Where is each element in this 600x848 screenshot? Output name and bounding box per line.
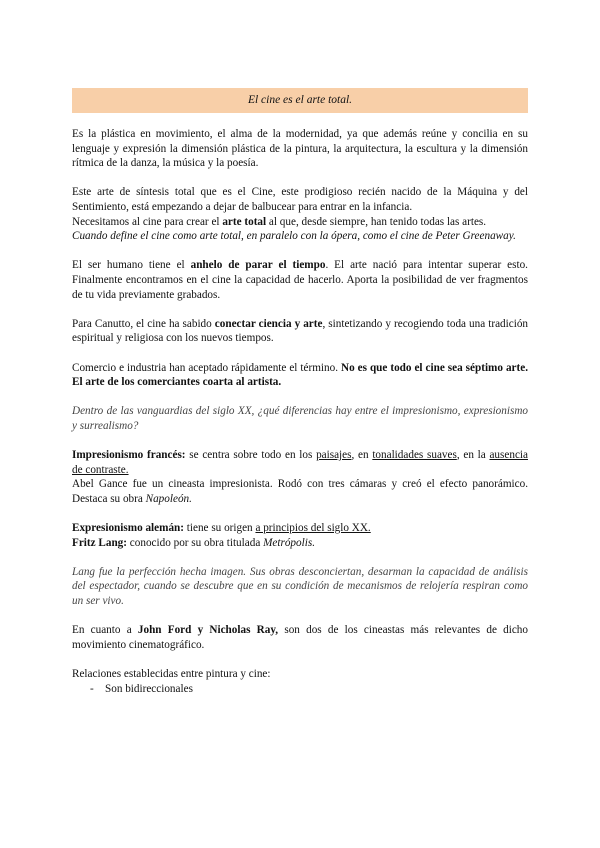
spacer <box>72 302 528 317</box>
paragraph-relations <box>72 667 528 682</box>
impressionism-text-f: , en la <box>456 449 490 462</box>
ford-ray-text-a: En cuanto a <box>72 624 138 637</box>
commerce-bold: No es que todo el cine sea séptimo arte. El arte de los comerciantes coarta al artista. <box>72 361 528 389</box>
list-item <box>72 682 528 697</box>
impressionism-underline-1: paisajes <box>316 449 352 462</box>
document-page <box>72 88 528 696</box>
time-text-c: . El arte nació para intentar superar esto. Finalmente encontramos en el cine la capacidad de hacerlo. Aporta la posibilidad de ver fragmentos de tu vida previamente grabados. <box>72 259 528 301</box>
expressionism-underline: a principios del siglo XX. <box>255 522 371 535</box>
ford-ray-bold: John Ford y Nicholas Ray, <box>137 624 279 637</box>
paragraph-canutto <box>72 317 528 346</box>
paragraph-greenaway <box>72 229 528 244</box>
spacer <box>72 609 528 624</box>
spacer <box>72 244 528 259</box>
canutto-text-c: , sintetizando y recogiendo toda una tradición espiritual y religiosa con los nuevos tiempos. <box>72 317 529 345</box>
total-art-text-a: Necesitamos al cine para crear el <box>72 215 223 228</box>
paragraph-question <box>72 404 528 433</box>
total-art-text-c: al que, desde siempre, han tenido todas las artes. <box>266 215 487 228</box>
commerce-text-a: Comercio e industria han aceptado rápidamente el término. <box>72 361 341 374</box>
question-text: Dentro de las vanguardias del siglo XX, ¿qué diferencias hay entre el impresionismo, expresionismo y surrealismo? <box>72 405 528 432</box>
paragraph-time <box>72 258 528 302</box>
paragraph-total-art <box>72 215 528 230</box>
paragraph-expressionism <box>72 521 528 536</box>
spacer <box>72 652 528 667</box>
total-art-bold: arte total <box>222 215 267 228</box>
spacer <box>72 171 528 186</box>
greenaway-text: Cuando define el cine como arte total, en paralelo con la ópera, como el cine de Peter Greenaway. <box>72 230 516 243</box>
expressionism-heading: Expresionismo alemán: <box>72 522 184 535</box>
paragraph-impressionism <box>72 448 528 477</box>
canutto-text-a: Para Canutto, el cine ha sabido <box>72 317 215 330</box>
title-banner <box>72 88 528 113</box>
impressionism-underline-3: ausencia de contraste. <box>72 449 528 476</box>
ford-ray-text-c: son dos de los cineastas más relevantes de dicho movimiento cinematográfico. <box>72 624 528 651</box>
list-dash: - <box>90 682 94 695</box>
impressionism-text-d: , en <box>351 449 373 462</box>
relations-list <box>72 682 528 697</box>
paragraph-commerce <box>72 361 528 390</box>
paragraph-synthesis <box>72 185 528 214</box>
spacer <box>72 346 528 361</box>
paragraph-lang-quote <box>72 565 528 609</box>
impressionism-underline-2: tonalidades suaves <box>372 449 457 462</box>
impressionism-heading: Impresionismo francés: <box>72 449 186 462</box>
relations-text: Relaciones establecidas entre pintura y cine: <box>72 667 271 680</box>
time-bold: anhelo de parar el tiempo <box>190 259 326 272</box>
paragraph-ford-ray <box>72 623 528 652</box>
canutto-bold: conectar ciencia y arte <box>214 317 323 330</box>
gance-work: Napoleón. <box>145 492 192 505</box>
spacer <box>72 550 528 565</box>
spacer <box>72 390 528 405</box>
paragraph-intro <box>72 127 528 171</box>
spacer <box>72 433 528 448</box>
lang-heading: Fritz Lang: <box>72 536 127 549</box>
intro-text: Es la plástica en movimiento, el alma de la modernidad, ya que además reúne y concilia en su lenguaje y expresión la dimensión plástica de la pintura, la arquitectura, la escultura y la dimensión rítmica de la danza, la música y la poesía. <box>72 128 528 170</box>
document-title: El cine es el arte total. <box>247 94 353 107</box>
gance-text: Abel Gance fue un cineasta impresionista. Rodó con tres cámaras y creó el efecto panorámico. Destaca su obra <box>72 478 528 505</box>
synthesis-text: Este arte de síntesis total que es el Cine, este prodigioso recién nacido de la Máquina y del Sentimiento, está empezando a dejar de balbucear para entrar en la infancia. <box>72 186 528 213</box>
lang-work: Metrópolis. <box>263 536 315 549</box>
expressionism-text-b: tiene su origen <box>183 522 256 535</box>
list-item-text: Son bidireccionales <box>105 682 193 695</box>
paragraph-lang <box>72 536 528 551</box>
spacer <box>72 506 528 521</box>
impressionism-text-b: se centra sobre todo en los <box>185 449 317 462</box>
time-text-a: El ser humano tiene el <box>72 259 191 272</box>
paragraph-gance <box>72 477 528 506</box>
lang-text-b: conocido por su obra titulada <box>127 536 264 549</box>
lang-quote-text: Lang fue la perfección hecha imagen. Sus obras desconciertan, desarman la capacidad de análisis del espectador, cuando se descubre que en su condición de mecanismos de relojería respiran como un ser vivo. <box>72 565 528 607</box>
